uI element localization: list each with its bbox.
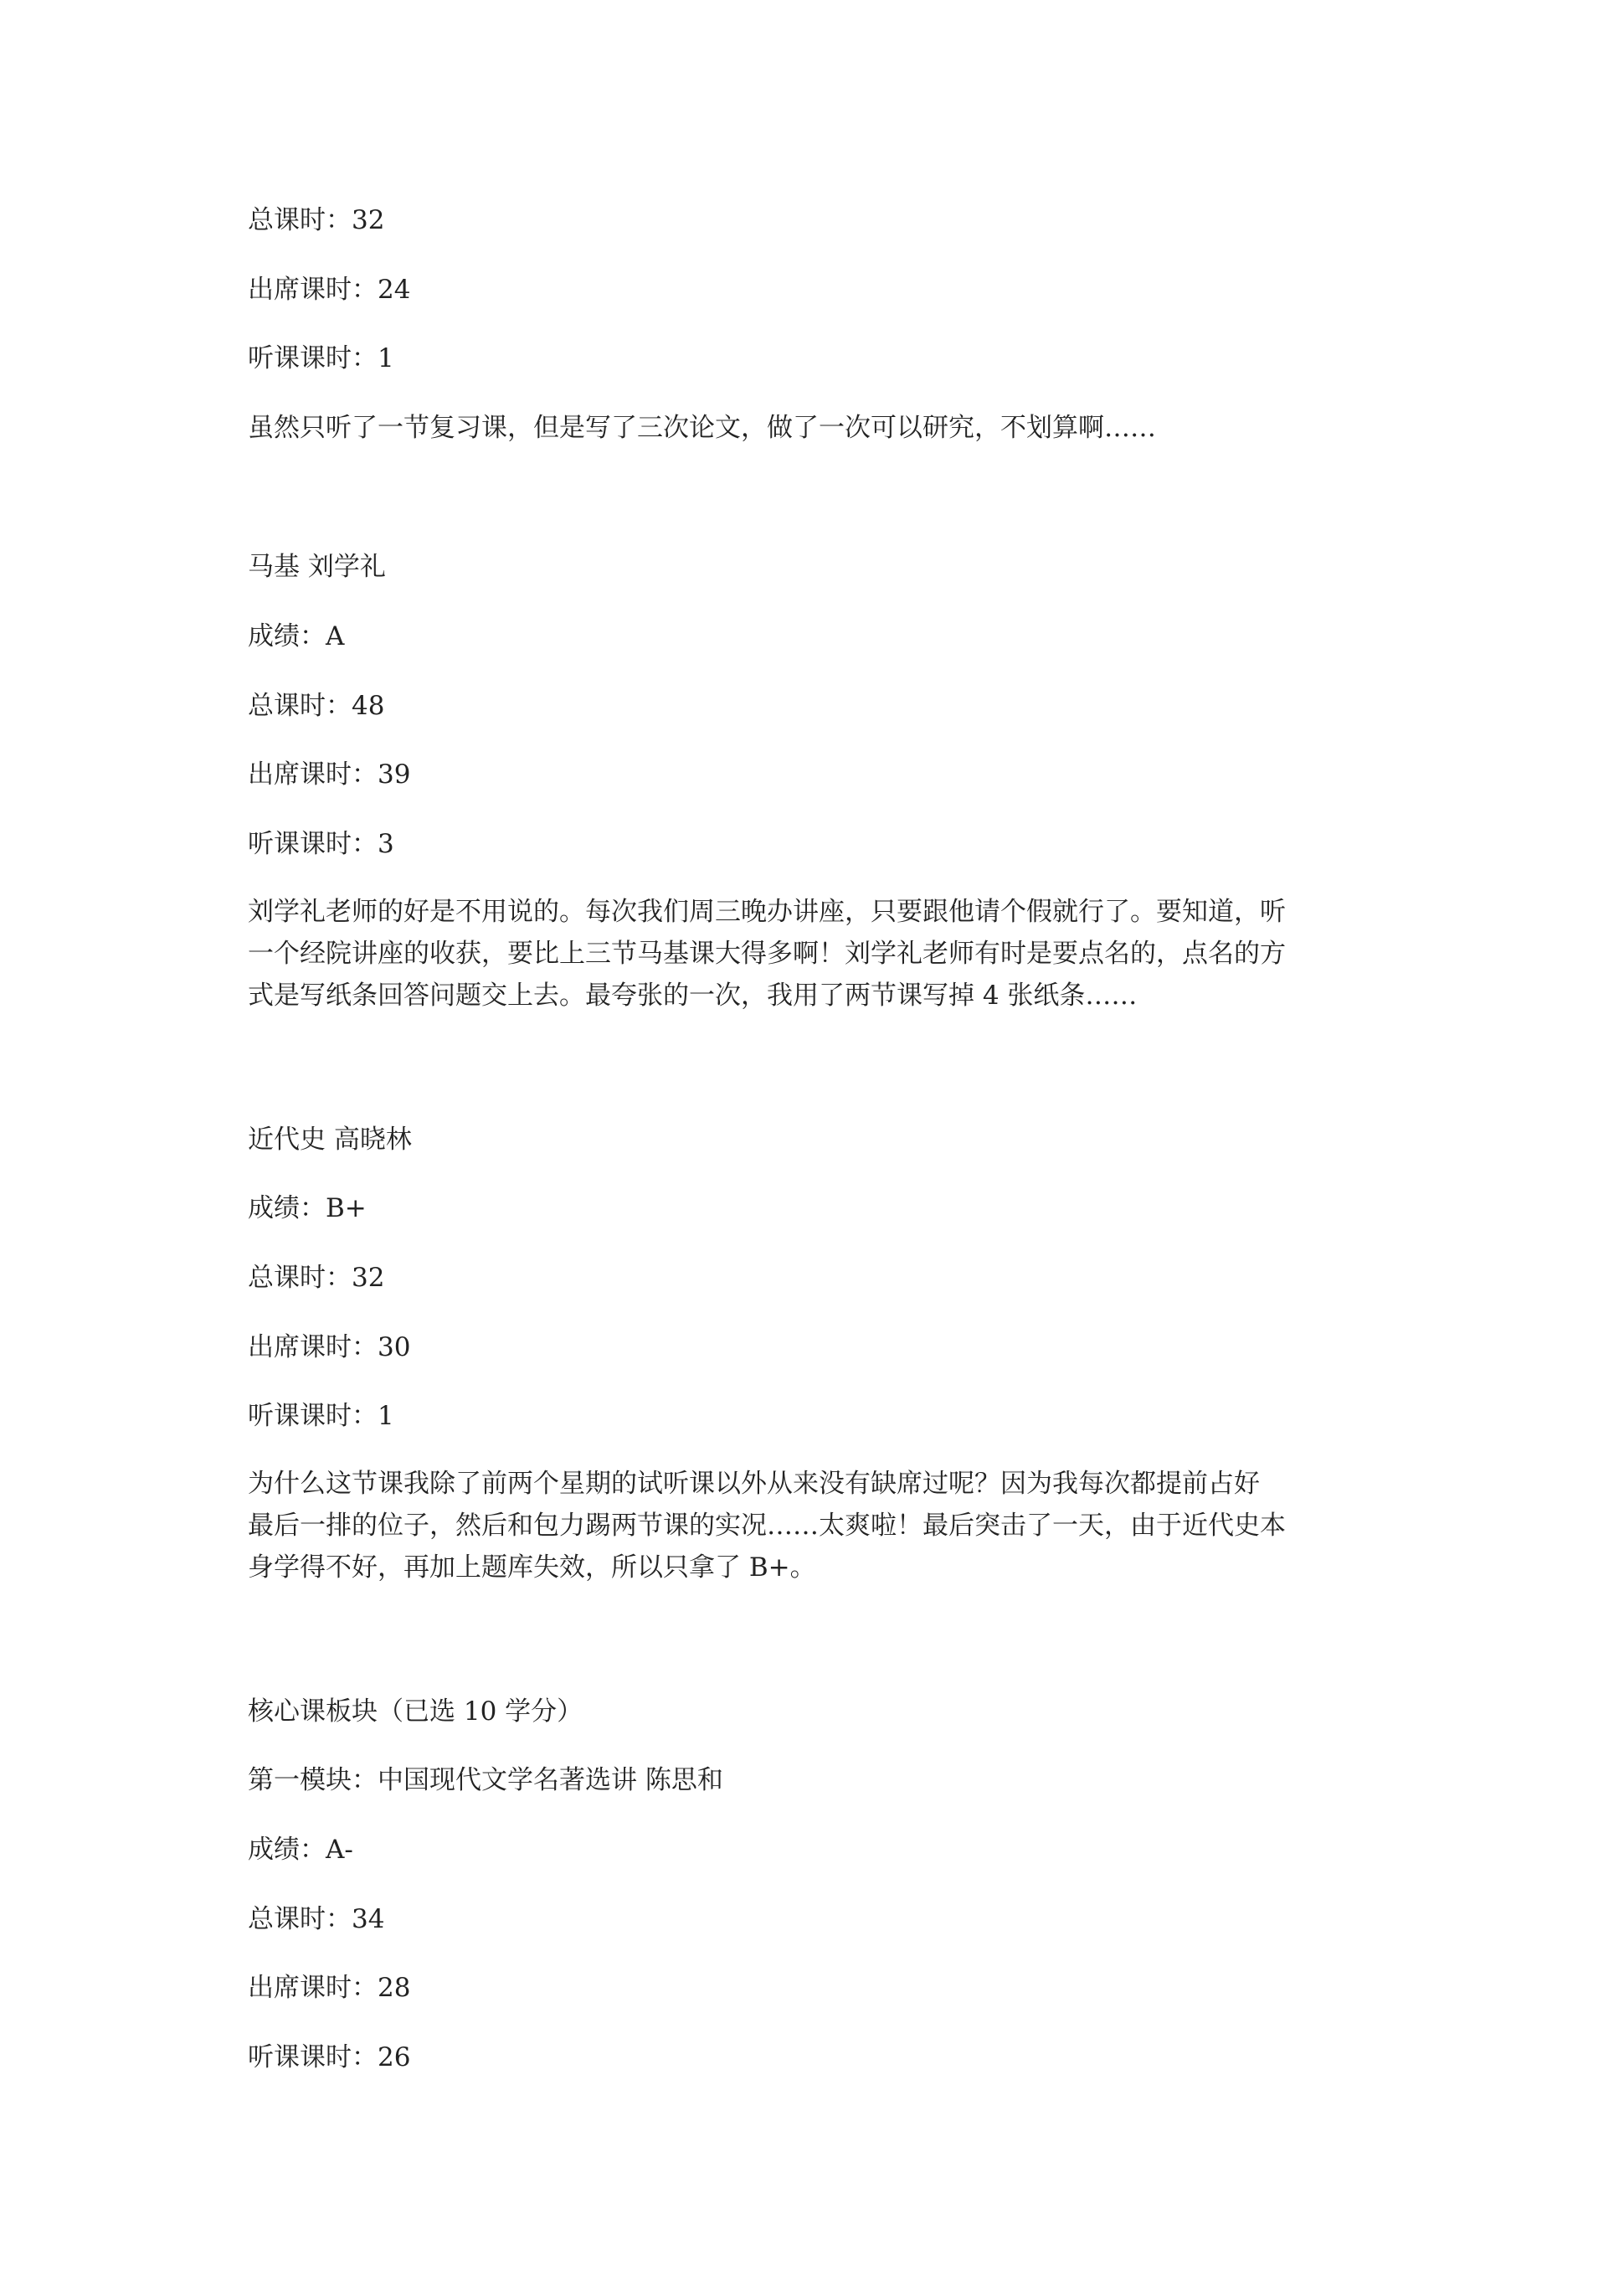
course-heading: 马基 刘学礼 bbox=[248, 552, 386, 582]
comment-line: 最后一排的位子，然后和包力踢两节课的实况……太爽啦！最后突击了一天，由于近代史本 bbox=[248, 1511, 1286, 1541]
comment-line: 刘学礼老师的好是不用说的。每次我们周三晚办讲座，只要跟他请个假就行了。要知道，听 bbox=[248, 897, 1286, 927]
comment-line: 式是写纸条回答问题交上去。最夸张的一次，我用了两节课写掉 4 张纸条…… bbox=[248, 981, 1138, 1011]
attended-hours: 出席课时：30 bbox=[248, 1332, 411, 1362]
comment-line: 一个经院讲座的收获，要比上三节马基课大得多啊！刘学礼老师有时是要点名的，点名的方 bbox=[248, 939, 1286, 969]
attended-hours: 出席课时：24 bbox=[248, 275, 411, 305]
listened-hours: 听课课时：1 bbox=[248, 1401, 394, 1431]
comment-line: 为什么这节课我除了前两个星期的试听课以外从来没有缺席过呢？因为我每次都提前占好 bbox=[248, 1469, 1260, 1499]
listened-hours: 听课课时：3 bbox=[248, 829, 394, 859]
course-comment: 虽然只听了一节复习课，但是写了三次论文，做了一次可以研究，不划算啊…… bbox=[248, 413, 1156, 443]
total-hours: 总课时：32 bbox=[248, 205, 385, 235]
course-grade: 成绩：B+ bbox=[248, 1193, 367, 1223]
total-hours: 总课时：34 bbox=[248, 1904, 385, 1934]
attended-hours: 出席课时：28 bbox=[248, 1973, 411, 2003]
comment-line: 身学得不好，再加上题库失效，所以只拿了 B+。 bbox=[248, 1552, 816, 1583]
course-comment bbox=[248, 891, 1395, 1017]
module-heading: 第一模块：中国现代文学名著选讲 陈思和 bbox=[248, 1765, 723, 1795]
listened-hours: 听课课时：26 bbox=[248, 2042, 411, 2072]
total-hours: 总课时：48 bbox=[248, 691, 385, 721]
attended-hours: 出席课时：39 bbox=[248, 759, 411, 790]
section-heading: 核心课板块（已选 10 学分） bbox=[248, 1696, 583, 1727]
total-hours: 总课时：32 bbox=[248, 1263, 385, 1293]
listened-hours: 听课课时：1 bbox=[248, 343, 394, 373]
course-grade: 成绩：A- bbox=[248, 1835, 353, 1865]
course-heading: 近代史 高晓林 bbox=[248, 1125, 412, 1155]
course-comment bbox=[248, 1463, 1395, 1588]
course-grade: 成绩：A bbox=[248, 621, 345, 651]
